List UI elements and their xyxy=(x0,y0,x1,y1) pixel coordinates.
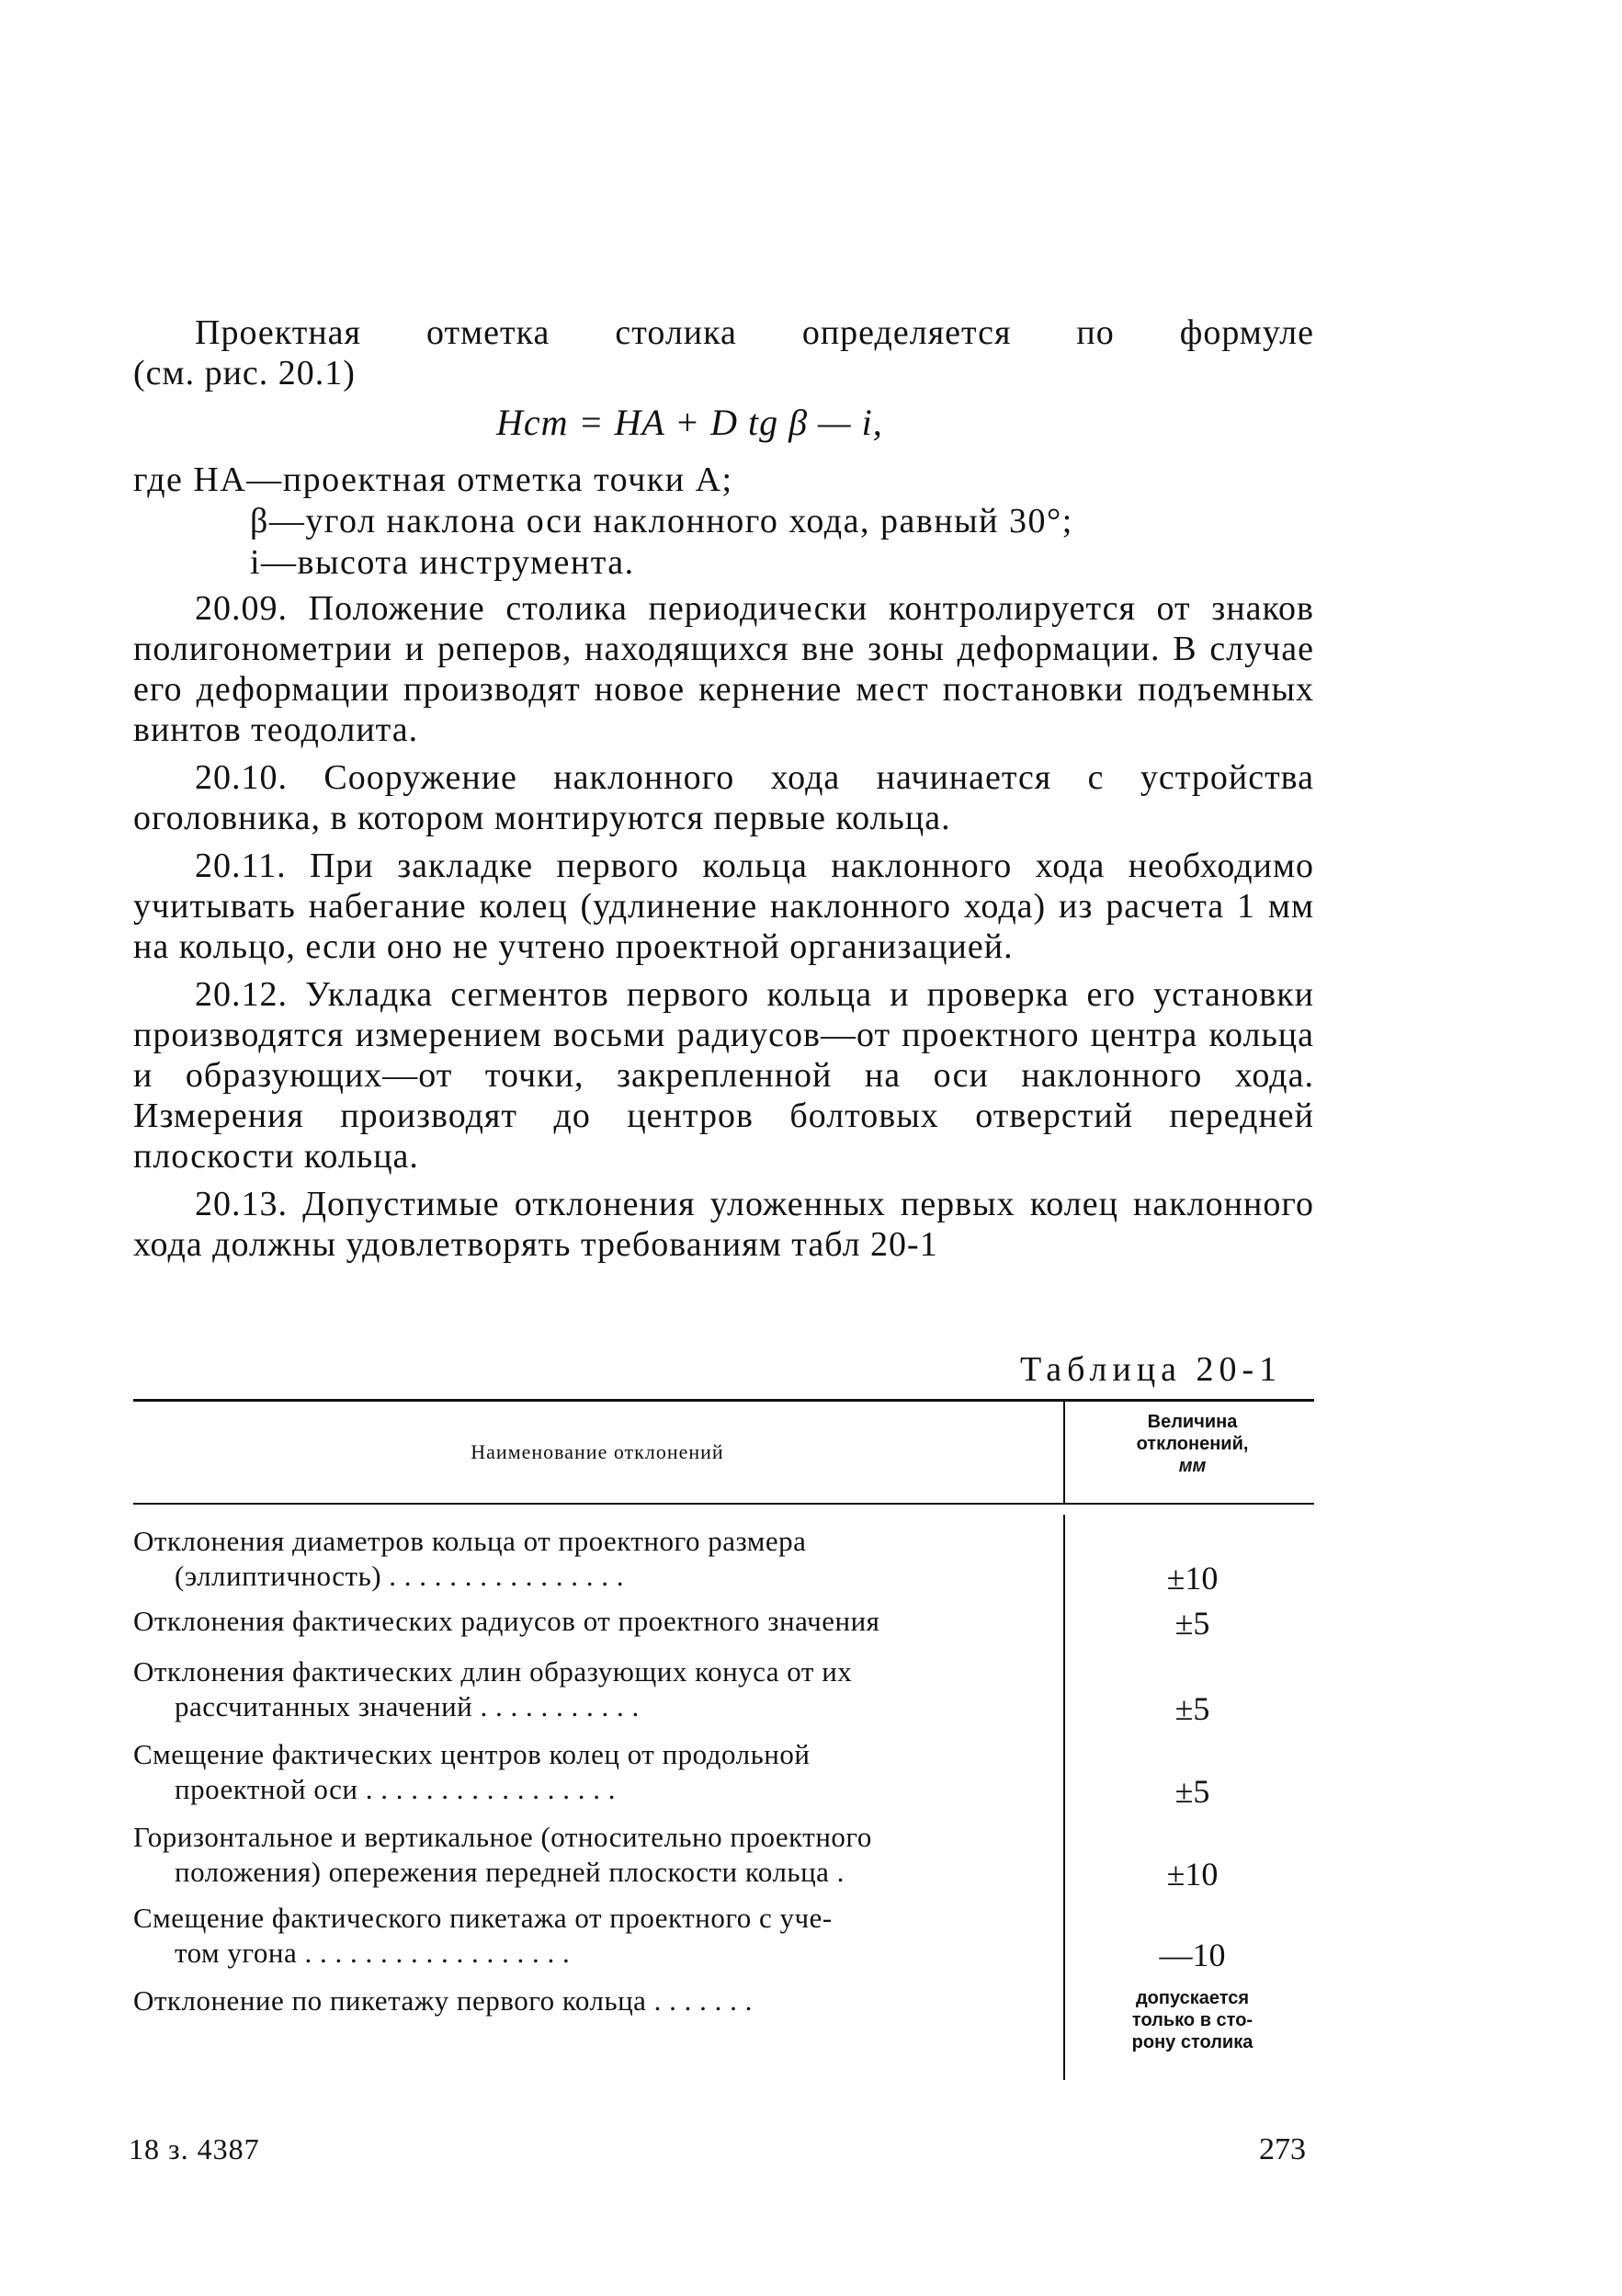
formula: Hст = HA + D tg β — i, xyxy=(496,402,883,443)
table-header-name: Наименование отклонений xyxy=(471,1440,724,1463)
table-row-name-line-2: том угона . . . . . . . . . . . . . . . . . . xyxy=(175,1937,571,1969)
paragraphs-main xyxy=(133,588,1314,1265)
table-header-value-unit: мм xyxy=(1178,1456,1207,1476)
table-header-value-line-1: Величина xyxy=(1147,1412,1238,1432)
table-row-name-line-1: Смещение фактического пикетажа от проектного с уче- xyxy=(133,1902,833,1934)
table-header-divider xyxy=(1063,1402,1065,1503)
table-row-name xyxy=(133,1737,1052,1807)
table-row-name-line-2: положения) опережения передней плоскости кольца . xyxy=(175,1856,845,1888)
intro-line-2: (см. рис. 20.1) xyxy=(133,354,356,392)
paragraph-20-12: 20.12. Укладка сегментов первого кольца и проверка его установки производятся измерением восьми радиусов—от проектного центра кольца и образующих—от точки, закрепленной на оси наклонного хода. Измерения производят до центров болтовых отверстий передней плоскости кольца. xyxy=(133,975,1314,1176)
table-row-name xyxy=(133,1901,1052,1971)
table-row-value: ±5 xyxy=(1174,1605,1210,1642)
table-row-value: ±10 xyxy=(1166,1560,1219,1597)
table-row-name-line-2: (эллиптичность) . . . . . . . . . . . . . . . . xyxy=(175,1560,625,1592)
paragraph-20-09: 20.09. Положение столика периодически контролируется от знаков полигонометрии и реперов, находящихся вне зоны деформации. В случае его деформации производят новое кернение мест постановки подъемных винтов теодолита. xyxy=(133,589,1314,749)
table-header-value-line-2: отклонений, xyxy=(1136,1434,1249,1454)
formula-definitions xyxy=(133,460,1073,584)
table-row-name-line-1: Отклонение по пикетажу первого кольца . . . . . . . xyxy=(133,1984,753,2017)
table-row-value: ±10 xyxy=(1166,1856,1219,1892)
table-row-name xyxy=(133,1654,1052,1724)
table-row-name-line-1: Горизонтальное и вертикальное (относительно проектного xyxy=(133,1821,872,1853)
paragraph-20-11: 20.11. При закладке первого кольца наклонного хода необходимо учитывать набегание колец (удлинение наклонного хода) из расчета 1 мм на кольцо, если оно не учтено проектной организацией. xyxy=(133,847,1314,966)
definition-beta: β—угол наклона оси наклонного хода, равный 30°; xyxy=(250,502,1073,540)
table-header-value xyxy=(1071,1411,1314,1477)
table-row-name-line-1: Смещение фактических центров колец от продольной xyxy=(133,1738,811,1770)
table-row-name xyxy=(133,1983,1052,2018)
table-row-value: ±5 xyxy=(1174,1773,1210,1810)
table-header-rule xyxy=(133,1503,1314,1505)
page-number: 273 xyxy=(1259,2132,1306,2166)
paragraph-intro xyxy=(133,313,1314,393)
paragraph-20-13: 20.13. Допустимые отклонения уложенных первых колец наклонного хода должны удовлетворять требованиям табл 20-1 xyxy=(133,1185,1314,1264)
table-row-note-line-1: допускается xyxy=(1135,1988,1250,2008)
table-row-name-line-2: проектной оси . . . . . . . . . . . . . . . . . xyxy=(175,1773,616,1805)
table-row-value-note xyxy=(1071,1987,1314,2053)
table-row-name xyxy=(133,1524,1052,1594)
table-row-value: ±5 xyxy=(1174,1690,1210,1727)
table-row-name-line-1: Отклонения фактических радиусов от проектного значения xyxy=(133,1605,880,1637)
definition-ha: где HA—проектная отметка точки A; xyxy=(133,460,733,499)
table-row-name-line-2: рассчитанных значений . . . . . . . . . . . xyxy=(175,1690,640,1722)
table-row-name-line-1: Отклонения фактических длин образующих конуса от их xyxy=(133,1655,853,1688)
table-body-divider xyxy=(1063,1515,1065,2080)
table-row-name xyxy=(133,1820,1052,1890)
table-row-name-line-1: Отклонения диаметров кольца от проектного размера xyxy=(133,1525,807,1557)
table-row-value: —10 xyxy=(1159,1937,1226,1973)
definition-i: i—высота инструмента. xyxy=(250,543,635,582)
paragraph-20-10: 20.10. Сооружение наклонного хода начинается с устройства оголовника, в котором монтируются первые кольца. xyxy=(133,758,1314,837)
intro-line-1: Проектная отметка столика определяется по формуле xyxy=(195,313,1314,352)
table-row-note-line-2: только в сто- xyxy=(1131,2010,1253,2030)
footer-print-mark: 18 з. 4387 xyxy=(129,2132,260,2165)
table-row-name xyxy=(133,1604,1052,1639)
table-caption: Таблица 20-1 xyxy=(1020,1350,1283,1389)
table-row-note-line-3: рону столика xyxy=(1131,2032,1253,2052)
